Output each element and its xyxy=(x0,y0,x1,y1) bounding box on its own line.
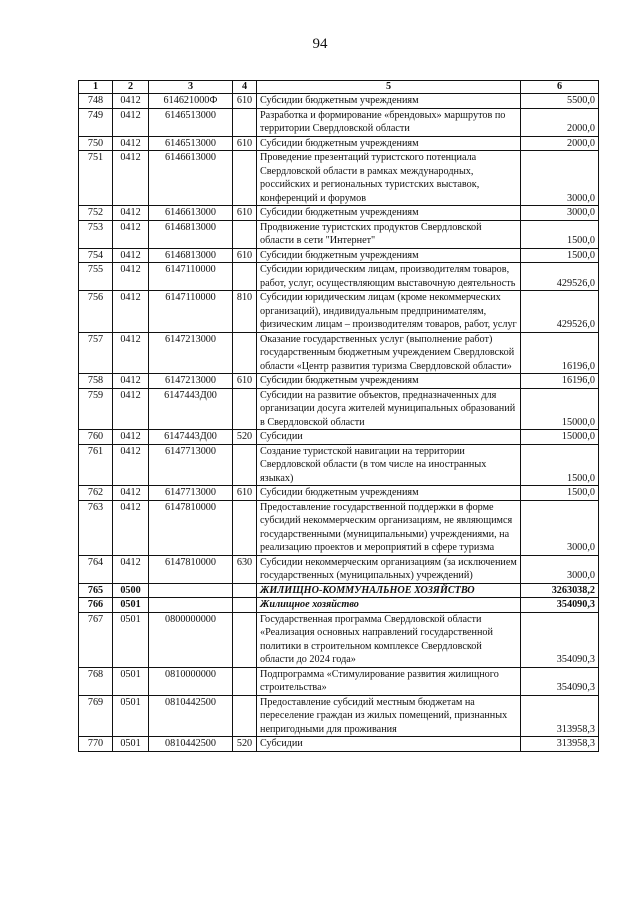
table-row xyxy=(79,555,599,583)
amount-cell: 354090,3 xyxy=(521,667,599,695)
target-code-cell: 6146513000 xyxy=(149,108,233,136)
section-code-cell: 0412 xyxy=(113,486,149,501)
table-row xyxy=(79,444,599,486)
expense-kind-cell xyxy=(233,500,257,555)
section-code-cell: 0412 xyxy=(113,388,149,430)
header-cell: 5 xyxy=(257,81,521,94)
target-code-cell: 6147110000 xyxy=(149,263,233,291)
table-row xyxy=(79,151,599,206)
row-number-cell: 757 xyxy=(79,332,113,374)
expense-kind-cell xyxy=(233,263,257,291)
section-code-cell: 0412 xyxy=(113,94,149,109)
row-number-cell: 764 xyxy=(79,555,113,583)
table-row xyxy=(79,206,599,221)
section-code-cell: 0412 xyxy=(113,500,149,555)
amount-cell: 2000,0 xyxy=(521,136,599,151)
expense-kind-cell xyxy=(233,667,257,695)
section-code-cell: 0501 xyxy=(113,612,149,667)
amount-cell: 1500,0 xyxy=(521,444,599,486)
row-number-cell: 768 xyxy=(79,667,113,695)
target-code-cell: 6147713000 xyxy=(149,444,233,486)
row-number-cell: 750 xyxy=(79,136,113,151)
table-row xyxy=(79,374,599,389)
amount-cell: 313958,3 xyxy=(521,737,599,752)
row-number-cell: 761 xyxy=(79,444,113,486)
amount-cell: 1500,0 xyxy=(521,248,599,263)
item-name-cell: Государственная программа Свердловской области «Реализация основных направлений государственной политики в строительном комплексе Свердловской области до 2024 года» xyxy=(257,612,521,667)
item-name-cell: Субсидии бюджетным учреждениям xyxy=(257,94,521,109)
target-code-cell: 6146813000 xyxy=(149,220,233,248)
amount-cell: 1500,0 xyxy=(521,486,599,501)
row-number-cell: 766 xyxy=(79,598,113,613)
target-code-cell: 0800000000 xyxy=(149,612,233,667)
amount-cell: 5500,0 xyxy=(521,94,599,109)
section-code-cell: 0412 xyxy=(113,263,149,291)
section-code-cell: 0412 xyxy=(113,151,149,206)
target-code-cell: 0810000000 xyxy=(149,667,233,695)
amount-cell: 15000,0 xyxy=(521,388,599,430)
amount-cell: 1500,0 xyxy=(521,220,599,248)
target-code-cell: 0810442500 xyxy=(149,737,233,752)
table-row xyxy=(79,667,599,695)
table-row xyxy=(79,598,599,613)
section-code-cell: 0412 xyxy=(113,332,149,374)
target-code-cell: 6147213000 xyxy=(149,374,233,389)
target-code-cell: 6147810000 xyxy=(149,555,233,583)
row-number-cell: 749 xyxy=(79,108,113,136)
header-cell: 3 xyxy=(149,81,233,94)
target-code-cell: 6146813000 xyxy=(149,248,233,263)
expense-kind-cell xyxy=(233,598,257,613)
row-number-cell: 748 xyxy=(79,94,113,109)
target-code-cell: 6147110000 xyxy=(149,291,233,333)
item-name-cell: Разработка и формирование «брендовых» маршрутов по территории Свердловской области xyxy=(257,108,521,136)
expense-kind-cell xyxy=(233,612,257,667)
amount-cell: 3000,0 xyxy=(521,151,599,206)
target-code-cell: 6146513000 xyxy=(149,136,233,151)
row-number-cell: 769 xyxy=(79,695,113,737)
section-code-cell: 0412 xyxy=(113,291,149,333)
target-code-cell: 6146613000 xyxy=(149,151,233,206)
expense-kind-cell: 610 xyxy=(233,206,257,221)
target-code-cell: 6147443Д00 xyxy=(149,430,233,445)
header-cell: 2 xyxy=(113,81,149,94)
table-row xyxy=(79,430,599,445)
row-number-cell: 767 xyxy=(79,612,113,667)
target-code-cell: 614621000Ф xyxy=(149,94,233,109)
row-number-cell: 763 xyxy=(79,500,113,555)
row-number-cell: 760 xyxy=(79,430,113,445)
item-name-cell: Субсидии бюджетным учреждениям xyxy=(257,206,521,221)
item-name-cell: Проведение презентаций туристского потенциала Свердловской области в рамках международных, российских и региональных туристских выставок, конференций и форумов xyxy=(257,151,521,206)
expense-kind-cell xyxy=(233,444,257,486)
item-name-cell: Субсидии xyxy=(257,430,521,445)
table-header-row xyxy=(79,81,599,94)
row-number-cell: 759 xyxy=(79,388,113,430)
table-row xyxy=(79,248,599,263)
target-code-cell: 6146613000 xyxy=(149,206,233,221)
target-code-cell: 6147213000 xyxy=(149,332,233,374)
item-name-cell: Субсидии бюджетным учреждениям xyxy=(257,374,521,389)
row-number-cell: 765 xyxy=(79,583,113,598)
row-number-cell: 753 xyxy=(79,220,113,248)
item-name-cell: Предоставление субсидий местным бюджетам на переселение граждан из жилых помещений, признанных непригодными для проживания xyxy=(257,695,521,737)
item-name-cell: Субсидии некоммерческим организациям (за исключением государственных (муниципальных) учреждений) xyxy=(257,555,521,583)
table-row xyxy=(79,388,599,430)
amount-cell: 3000,0 xyxy=(521,500,599,555)
expense-kind-cell: 610 xyxy=(233,94,257,109)
item-name-cell: Субсидии на развитие объектов, предназначенных для организации досуга жителей муниципальных образований в Свердловской области xyxy=(257,388,521,430)
table-row xyxy=(79,108,599,136)
target-code-cell xyxy=(149,598,233,613)
target-code-cell: 6147810000 xyxy=(149,500,233,555)
amount-cell: 2000,0 xyxy=(521,108,599,136)
item-name-cell: Создание туристской навигации на территории Свердловской области (в том числе на иностранных языках) xyxy=(257,444,521,486)
section-code-cell: 0412 xyxy=(113,136,149,151)
table-row xyxy=(79,695,599,737)
item-name-cell: Субсидии бюджетным учреждениям xyxy=(257,486,521,501)
amount-cell: 16196,0 xyxy=(521,332,599,374)
row-number-cell: 758 xyxy=(79,374,113,389)
section-code-cell: 0412 xyxy=(113,248,149,263)
table-row xyxy=(79,612,599,667)
section-code-cell: 0412 xyxy=(113,555,149,583)
table-row xyxy=(79,500,599,555)
expense-kind-cell: 520 xyxy=(233,430,257,445)
row-number-cell: 752 xyxy=(79,206,113,221)
section-code-cell: 0412 xyxy=(113,206,149,221)
target-code-cell: 6147713000 xyxy=(149,486,233,501)
expense-kind-cell: 610 xyxy=(233,136,257,151)
header-cell: 6 xyxy=(521,81,599,94)
amount-cell: 429526,0 xyxy=(521,291,599,333)
item-name-cell: Субсидии юридическим лицам, производителям товаров, работ, услуг, осуществляющим выставочную деятельность xyxy=(257,263,521,291)
item-name-cell: Оказание государственных услуг (выполнение работ) государственным бюджетным учреждением Свердловской области «Центр развития туризма Свердловской области» xyxy=(257,332,521,374)
section-code-cell: 0412 xyxy=(113,108,149,136)
expense-kind-cell: 810 xyxy=(233,291,257,333)
item-name-cell: Продвижение туристских продуктов Свердловской области в сети "Интернет" xyxy=(257,220,521,248)
page-number: 94 xyxy=(312,36,328,52)
amount-cell: 3000,0 xyxy=(521,555,599,583)
item-name-cell: Субсидии xyxy=(257,737,521,752)
target-code-cell: 6147443Д00 xyxy=(149,388,233,430)
table-row xyxy=(79,291,599,333)
section-code-cell: 0500 xyxy=(113,583,149,598)
section-code-cell: 0501 xyxy=(113,667,149,695)
expense-kind-cell xyxy=(233,332,257,374)
row-number-cell: 755 xyxy=(79,263,113,291)
expense-kind-cell: 610 xyxy=(233,248,257,263)
item-name-cell: ЖИЛИЩНО-КОММУНАЛЬНОЕ ХОЗЯЙСТВО xyxy=(257,583,521,598)
amount-cell: 3000,0 xyxy=(521,206,599,221)
section-code-cell: 0412 xyxy=(113,444,149,486)
row-number-cell: 751 xyxy=(79,151,113,206)
table-row xyxy=(79,332,599,374)
expense-kind-cell: 610 xyxy=(233,486,257,501)
table-row xyxy=(79,220,599,248)
expense-kind-cell xyxy=(233,388,257,430)
row-number-cell: 770 xyxy=(79,737,113,752)
amount-cell: 313958,3 xyxy=(521,695,599,737)
expense-kind-cell: 520 xyxy=(233,737,257,752)
item-name-cell: Субсидии бюджетным учреждениям xyxy=(257,248,521,263)
section-code-cell: 0412 xyxy=(113,220,149,248)
amount-cell: 16196,0 xyxy=(521,374,599,389)
section-code-cell: 0501 xyxy=(113,598,149,613)
amount-cell: 354090,3 xyxy=(521,612,599,667)
item-name-cell: Жилищное хозяйство xyxy=(257,598,521,613)
table-row xyxy=(79,583,599,598)
section-code-cell: 0501 xyxy=(113,737,149,752)
section-code-cell: 0412 xyxy=(113,430,149,445)
budget-table xyxy=(78,80,599,752)
expense-kind-cell xyxy=(233,151,257,206)
section-code-cell: 0412 xyxy=(113,374,149,389)
expense-kind-cell xyxy=(233,583,257,598)
table-row xyxy=(79,136,599,151)
expense-kind-cell: 610 xyxy=(233,374,257,389)
header-cell: 4 xyxy=(233,81,257,94)
table-row xyxy=(79,263,599,291)
item-name-cell: Подпрограмма «Стимулирование развития жилищного строительства» xyxy=(257,667,521,695)
amount-cell: 429526,0 xyxy=(521,263,599,291)
amount-cell: 15000,0 xyxy=(521,430,599,445)
table-row xyxy=(79,94,599,109)
expense-kind-cell xyxy=(233,108,257,136)
item-name-cell: Субсидии юридическим лицам (кроме некоммерческих организаций), индивидуальным предпринимателям, физическим лицам – производителям товаров, работ, услуг xyxy=(257,291,521,333)
table-row xyxy=(79,486,599,501)
row-number-cell: 756 xyxy=(79,291,113,333)
item-name-cell: Предоставление государственной поддержки в форме субсидий некоммерческим организациям, не являющимся государственными (муниципальными) учреждениями, на реализацию проектов и мероприятий в сфере туризма xyxy=(257,500,521,555)
expense-kind-cell xyxy=(233,220,257,248)
item-name-cell: Субсидии бюджетным учреждениям xyxy=(257,136,521,151)
table-row xyxy=(79,737,599,752)
section-code-cell: 0501 xyxy=(113,695,149,737)
target-code-cell: 0810442500 xyxy=(149,695,233,737)
row-number-cell: 762 xyxy=(79,486,113,501)
amount-cell: 3263038,2 xyxy=(521,583,599,598)
amount-cell: 354090,3 xyxy=(521,598,599,613)
target-code-cell xyxy=(149,583,233,598)
expense-kind-cell: 630 xyxy=(233,555,257,583)
header-cell: 1 xyxy=(79,81,113,94)
expense-kind-cell xyxy=(233,695,257,737)
row-number-cell: 754 xyxy=(79,248,113,263)
